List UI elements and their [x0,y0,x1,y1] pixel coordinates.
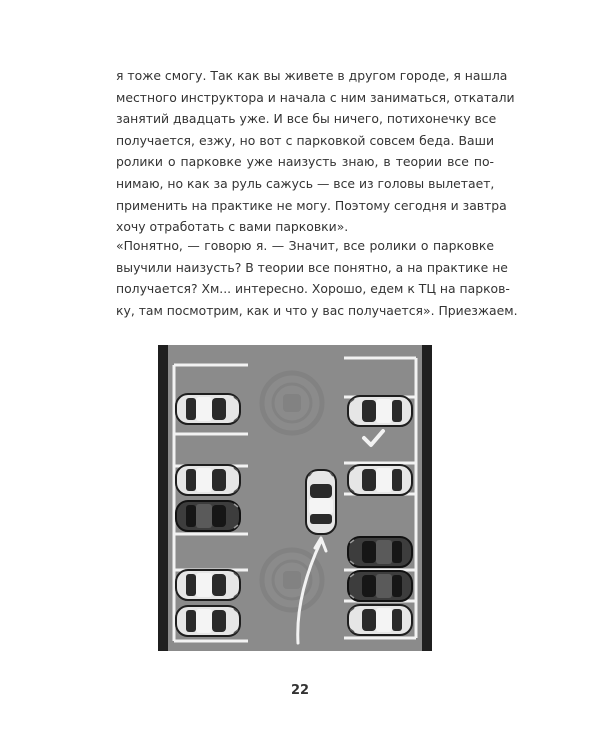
parked-car-icon [348,571,412,601]
right-curb [422,345,432,651]
parking-illustration [158,345,432,651]
text-line: применить на практике не могу. Поэтому сегодня и завтра [116,197,507,213]
parked-car-icon [176,465,240,495]
parked-car-icon [348,537,412,567]
paragraph-2 [116,235,518,321]
text-line: получается? Хм... интересно. Хорошо, едем к ТЦ на парков- [116,281,510,297]
paragraph-1 [116,65,515,238]
driving-car-icon [306,470,336,534]
text-line: занятий двадцать уже. И все бы ничего, потихонечку все [116,111,497,127]
text-line: я тоже смогу. Так как вы живете в другом городе, я нашла [116,68,508,83]
parked-car-icon [176,394,240,424]
parked-car-icon [176,570,240,600]
text-line: местного инструктора и начала с ним заниматься, откатали [116,89,515,105]
parked-car-icon [348,396,412,426]
text-line: получается, езжу, но вот с парковкой совсем беда. Ваши [116,132,494,148]
left-curb [158,345,168,651]
text-line: выучили наизусть? В теории все понятно, а на практике не [116,259,508,275]
text-line: нимаю, но как за руль сажусь — все из головы вылетает, [116,175,495,191]
text-line: «Понятно, — говорю я. — Значит, все ролики о парковке [116,238,494,253]
parked-car-icon [176,501,240,531]
page-number: 22 [290,683,310,698]
parked-car-icon [348,465,412,495]
text-line: ролики о парковке уже наизусть знаю, в теории все по- [116,154,494,170]
text-line: хочу отработать с вами парковки». [116,219,349,235]
text-line: ку, там посмотрим, как и что у вас получается». Приезжаем. [116,302,518,318]
parked-car-icon [176,606,240,636]
parked-car-icon [348,605,412,635]
